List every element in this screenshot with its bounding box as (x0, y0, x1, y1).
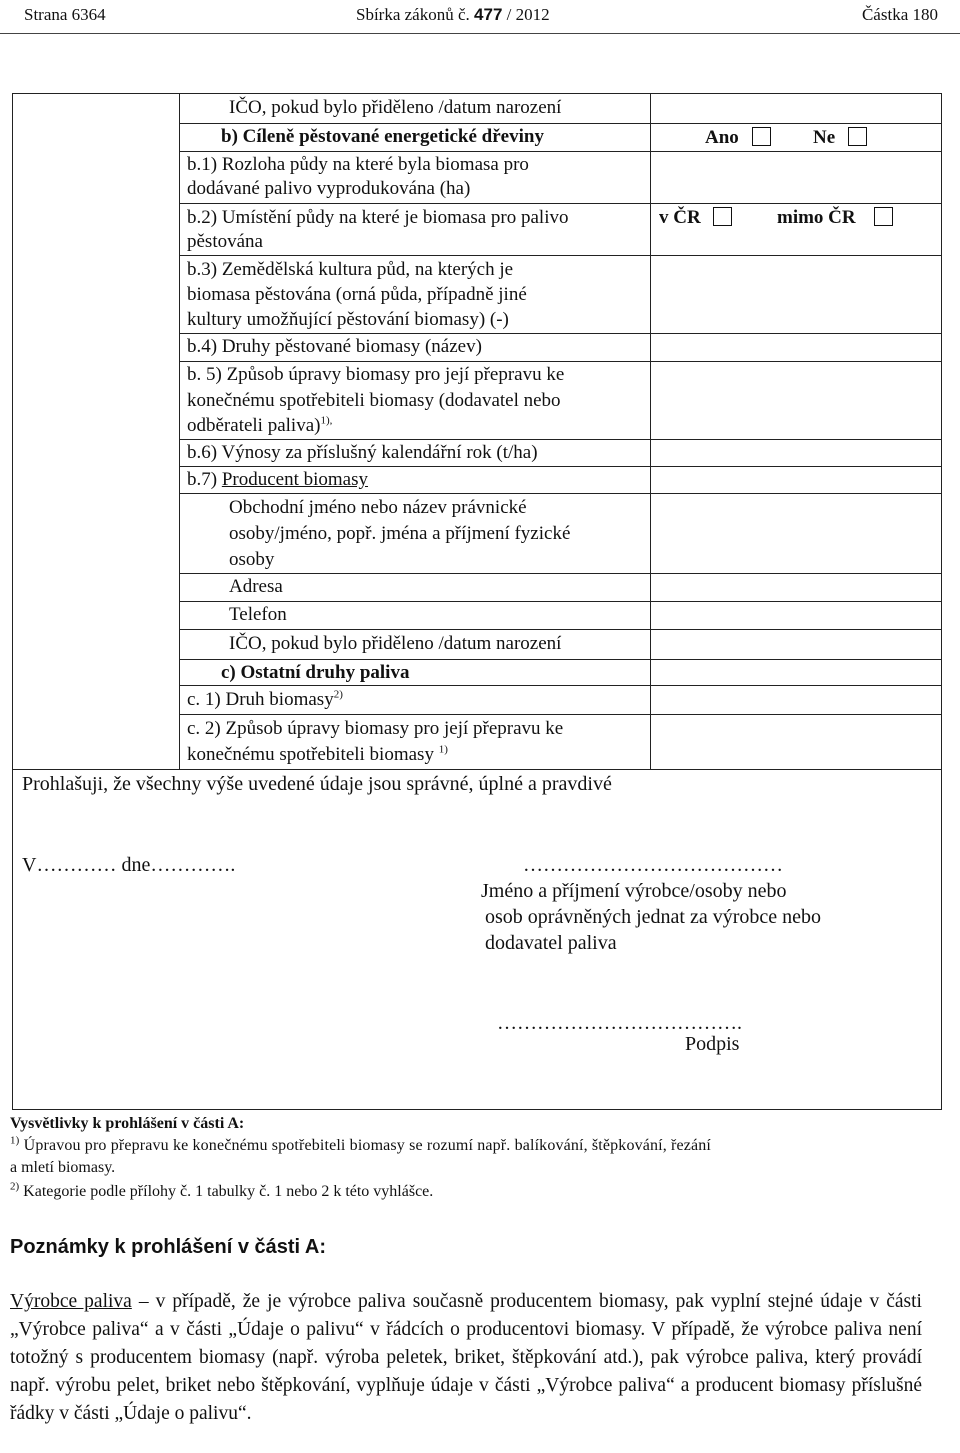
b6-label: b.6) Výnosy za příslušný kalendářní rok (t/ha) (187, 442, 538, 463)
name-signature-line[interactable]: ………………………………… (523, 854, 783, 876)
b3-label-line1: b.3) Zemědělská kultura půd, na kterých je (187, 259, 514, 280)
ne-checkbox[interactable] (848, 127, 867, 146)
producer-name-line2: osoby/jméno, popř. jména a příjmení fyzické (229, 523, 571, 544)
b5-label-line3 (187, 413, 332, 439)
section-c-title: c) Ostatní druhy paliva (221, 662, 410, 683)
ne-option (813, 125, 867, 151)
name-caption-line3: dodavatel paliva (485, 932, 617, 954)
ano-label: Ano (705, 127, 739, 148)
v-cr-checkbox[interactable] (713, 207, 732, 226)
b2-label-line2: pěstována (187, 231, 263, 252)
notes-body: – v případě, že je výrobce paliva současně producentem biomasy, pak vyplní stejné údaje v části „Výrobce paliva“ a v části „Údaje o palivu“ v řádcích o producentovi biomasy. V případě, že výrobce paliva není totožný s producentem biomasy (např. výroba peletek, briket, štěpkování atd.), pak výrobce paliva, který provádí např. výrobu pelet, briket nebo štěpkování, vyplňuje údaje v části „Výrobce paliva“ a producent biomasy příslušné řádky v části „Údaje o palivu“. (10, 1291, 922, 1424)
place-date-field[interactable]: V………… dne…………. (22, 854, 236, 876)
row-line (179, 601, 941, 602)
c2-label-line1: c. 2) Způsob úpravy biomasy pro její přepravu ke (187, 718, 564, 739)
law-number: 477 (474, 5, 503, 24)
v-cr-option (659, 205, 732, 231)
b7-prefix: b.7) (187, 469, 222, 490)
notes-paragraph (10, 1288, 922, 1428)
c1-footnote-ref: 2) (333, 688, 343, 701)
section-b-title: b) Cíleně pěstované energetické dřeviny (221, 126, 544, 147)
page-number: Strana 6364 (24, 5, 106, 24)
address-label: Adresa (229, 576, 283, 597)
c2-footnote-ref: 1) (438, 743, 448, 756)
explanations-title: Vysvětlivky k prohlášení v části A: (10, 1115, 245, 1132)
collection-title (356, 5, 550, 25)
name-caption-line2: osob oprávněných jednat za výrobce nebo (485, 906, 821, 928)
b3-label-line2: biomasa pěstována (orná půda, případně jiné (187, 284, 527, 305)
row-line (179, 255, 941, 256)
c1-text: c. 1) Druh biomasy (187, 689, 334, 710)
declaration-statement: Prohlašuji, že všechny výše uvedené údaje jsou správné, úplné a pravdivé (22, 773, 612, 795)
row-line (179, 203, 941, 204)
b4-label: b.4) Druhy pěstované biomasy (název) (187, 336, 482, 357)
producer-name-line1: Obchodní jméno nebo název právnické (229, 497, 527, 518)
part-number: Částka 180 (861, 5, 938, 24)
explanation-2-text: Kategorie podle přílohy č. 1 tabulky č. 1 nebo 2 k této vyhlášce. (23, 1183, 434, 1200)
notes-title: Poznámky k prohlášení v části A: (10, 1236, 327, 1258)
b2-label-line1: b.2) Umístění půdy na které je biomasa pro palivo (187, 207, 569, 228)
ico-label: IČO, pokud bylo přiděleno /datum narození (229, 97, 562, 118)
signature-label: Podpis (685, 1033, 740, 1055)
signature-line[interactable]: ………………………………. (497, 1012, 742, 1034)
producer-ico-label: IČO, pokud bylo přiděleno /datum narození (229, 633, 562, 654)
law-year: / 2012 (506, 5, 550, 24)
b5-footnote-ref: 1), (320, 414, 333, 427)
ano-option (705, 125, 771, 151)
producer-name-line3: osoby (229, 549, 275, 570)
explanation-1-line1 (10, 1135, 922, 1157)
row-line (179, 573, 941, 574)
ne-label: Ne (813, 127, 836, 148)
table-value-divider (650, 94, 651, 770)
declaration-form (12, 93, 942, 1110)
row-line (179, 629, 941, 630)
explanation-1-line2: a mletí biomasy. (10, 1159, 116, 1176)
footnote-1-marker: 1) (10, 1134, 20, 1147)
explanation-2 (10, 1181, 433, 1203)
page-header (0, 0, 960, 34)
mimo-cr-checkbox[interactable] (874, 207, 893, 226)
collection-label: Sbírka zákonů č. (356, 5, 470, 24)
notes-lead-term: Výrobce paliva (10, 1291, 132, 1312)
b7-producer-label: Producent biomasy (221, 469, 369, 490)
footnote-2-marker: 2) (10, 1180, 20, 1193)
c2-label-line2 (187, 742, 448, 768)
b5-text: odběrateli paliva) (187, 415, 321, 436)
mimo-cr-label: mimo ČR (777, 207, 856, 228)
c2-text: konečnému spotřebiteli biomasy (187, 744, 434, 765)
ano-checkbox[interactable] (752, 127, 771, 146)
b3-label-line3: kultury umožňující pěstování biomasy) (-) (187, 309, 509, 330)
b1-label-line1: b.1) Rozloha půdy na které byla biomasa pro (187, 154, 529, 175)
b5-label-line1: b. 5) Způsob úpravy biomasy pro její přepravu ke (187, 364, 565, 385)
c1-label (187, 687, 343, 713)
row-line (179, 493, 941, 494)
name-caption-line1: Jméno a příjmení výrobce/osoby nebo (481, 880, 787, 902)
phone-label: Telefon (229, 604, 287, 625)
v-cr-label: v ČR (659, 207, 701, 228)
b5-label-line2: konečnému spotřebiteli biomasy (dodavatel nebo (187, 390, 561, 411)
b7-label (187, 467, 368, 493)
explanation-1-text: Úpravou pro přepravu ke konečnému spotřebiteli biomasy se rozumí např. balíkování, štěpkování, řezání (23, 1137, 712, 1154)
b1-label-line2: dodávané palivo vyprodukována (ha) (187, 178, 471, 199)
row-line (13, 769, 941, 770)
row-line (179, 714, 941, 715)
mimo-cr-option (777, 205, 893, 231)
table-left-border (179, 94, 180, 770)
